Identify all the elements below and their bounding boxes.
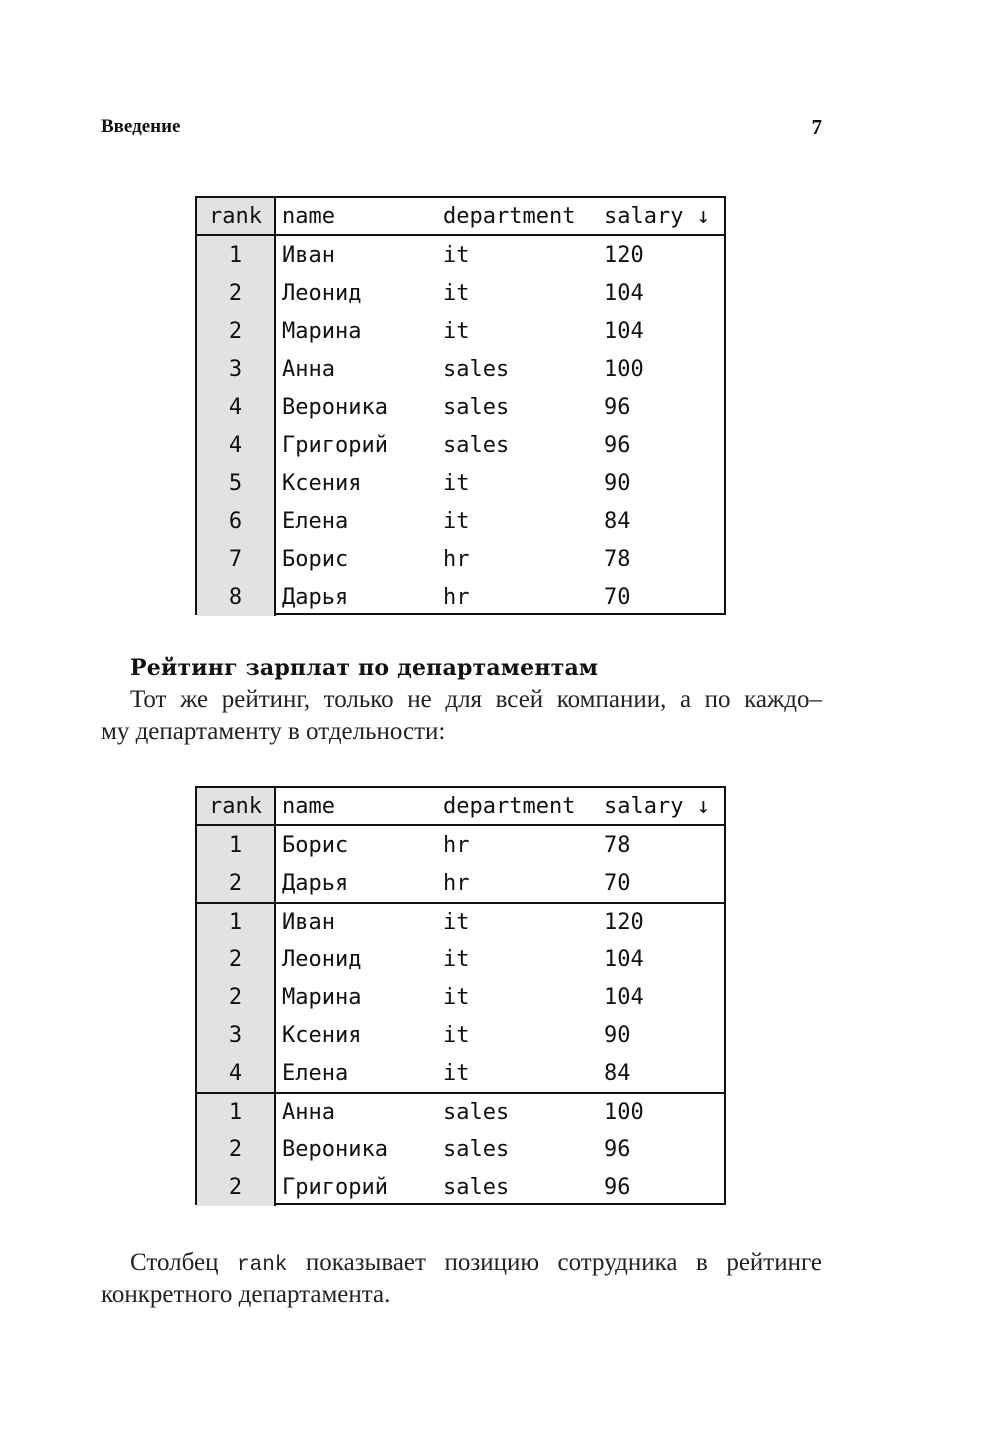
- cell-department: sales: [443, 1136, 510, 1162]
- cell-name: Леонид: [282, 946, 362, 972]
- table-header-row: [197, 198, 724, 236]
- cell-department: it: [443, 508, 470, 534]
- cell-rank: 2: [197, 978, 276, 1016]
- cell-department: hr: [443, 870, 470, 896]
- cell-rank: 4: [197, 1054, 276, 1092]
- cell-name: Борис: [282, 546, 349, 572]
- outro-line: [101, 1247, 822, 1279]
- cell-rank: 1: [197, 236, 276, 274]
- running-header: [101, 112, 822, 142]
- cell-name: Леонид: [282, 280, 362, 306]
- cell-salary: 104: [604, 280, 644, 306]
- cell-department: it: [443, 1060, 470, 1086]
- cell-department: it: [443, 318, 470, 344]
- cell-rank: 2: [197, 1130, 276, 1168]
- cell-rank: 3: [197, 350, 276, 388]
- cell-name: Вероника: [282, 1136, 388, 1162]
- table-row: [197, 940, 724, 978]
- column-header-rank: rank: [197, 198, 276, 234]
- cell-rank: 1: [197, 826, 276, 864]
- cell-name: Ксения: [282, 1022, 362, 1048]
- table-row: [197, 578, 724, 616]
- column-header-salary: salary ↓: [604, 203, 710, 229]
- inline-code-rank: rank: [236, 1254, 288, 1277]
- table-row: [197, 502, 724, 540]
- outro-line: конкретного департамента.: [101, 1281, 391, 1308]
- cell-name: Ксения: [282, 470, 362, 496]
- cell-name: Дарья: [282, 584, 349, 610]
- department-ranking-table: [195, 786, 726, 1205]
- column-header-name: name: [282, 203, 335, 229]
- chapter-title: Введение: [101, 116, 181, 137]
- cell-name: Вероника: [282, 394, 388, 420]
- table-row: [197, 1092, 724, 1130]
- cell-name: Анна: [282, 356, 335, 382]
- cell-name: Григорий: [282, 432, 388, 458]
- cell-salary: 100: [604, 356, 644, 382]
- cell-rank: 6: [197, 502, 276, 540]
- cell-name: Григорий: [282, 1174, 388, 1200]
- cell-salary: 104: [604, 984, 644, 1010]
- table-body: [197, 826, 724, 1206]
- cell-department: sales: [443, 432, 510, 458]
- cell-salary: 90: [604, 1022, 631, 1048]
- table-row: [197, 826, 724, 864]
- cell-salary: 96: [604, 432, 631, 458]
- cell-department: it: [443, 946, 470, 972]
- cell-name: Елена: [282, 1060, 349, 1086]
- outro-paragraph: [101, 1247, 822, 1311]
- table-row: [197, 350, 724, 388]
- cell-department: sales: [443, 394, 510, 420]
- table-row: [197, 464, 724, 502]
- table-row: [197, 540, 724, 578]
- column-header-name: name: [282, 793, 335, 819]
- cell-salary: 70: [604, 870, 631, 896]
- table-row: [197, 426, 724, 464]
- cell-department: hr: [443, 584, 470, 610]
- cell-rank: 2: [197, 312, 276, 350]
- cell-department: it: [443, 280, 470, 306]
- table-row: [197, 978, 724, 1016]
- cell-department: it: [443, 470, 470, 496]
- cell-name: Марина: [282, 984, 362, 1010]
- cell-salary: 78: [604, 546, 631, 572]
- cell-department: it: [443, 242, 470, 268]
- column-header-salary: salary ↓: [604, 793, 710, 819]
- table-row: [197, 1054, 724, 1092]
- cell-salary: 120: [604, 909, 644, 935]
- cell-department: sales: [443, 1099, 510, 1125]
- overall-ranking-table: [195, 196, 726, 615]
- page-number: 7: [811, 115, 822, 139]
- table-row: [197, 312, 724, 350]
- cell-name: Борис: [282, 832, 349, 858]
- cell-rank: 5: [197, 464, 276, 502]
- cell-name: Иван: [282, 909, 335, 935]
- cell-rank: 2: [197, 864, 276, 902]
- intro-paragraph: [101, 684, 822, 748]
- table-row: [197, 902, 724, 940]
- table-row: [197, 388, 724, 426]
- cell-rank: 3: [197, 1016, 276, 1054]
- cell-salary: 90: [604, 470, 631, 496]
- cell-name: Иван: [282, 242, 335, 268]
- table-row: [197, 1130, 724, 1168]
- cell-name: Дарья: [282, 870, 349, 896]
- cell-salary: 70: [604, 584, 631, 610]
- cell-rank: 2: [197, 1168, 276, 1206]
- cell-salary: 84: [604, 508, 631, 534]
- table-row: [197, 236, 724, 274]
- intro-line: му департаменту в отдельности:: [101, 718, 446, 745]
- section-heading: Рейтинг зарплат по департаментам: [130, 655, 599, 681]
- cell-department: it: [443, 984, 470, 1010]
- cell-rank: 4: [197, 388, 276, 426]
- intro-line: Тот же рейтинг, только не для всей компании, а по каждо–: [130, 686, 822, 713]
- table-body: [197, 236, 724, 616]
- cell-rank: 2: [197, 274, 276, 312]
- outro-text: показывает позицию сотрудника в рейтинге: [287, 1249, 823, 1276]
- cell-rank: 1: [197, 904, 276, 940]
- cell-salary: 78: [604, 832, 631, 858]
- table-row: [197, 274, 724, 312]
- cell-salary: 96: [604, 394, 631, 420]
- cell-department: sales: [443, 356, 510, 382]
- cell-rank: 2: [197, 940, 276, 978]
- cell-rank: 4: [197, 426, 276, 464]
- cell-salary: 100: [604, 1099, 644, 1125]
- cell-name: Елена: [282, 508, 349, 534]
- table-header-row: [197, 788, 724, 826]
- cell-department: it: [443, 1022, 470, 1048]
- cell-salary: 96: [604, 1174, 631, 1200]
- cell-salary: 104: [604, 946, 644, 972]
- cell-department: it: [443, 909, 470, 935]
- column-header-department: department: [443, 793, 576, 819]
- table-row: [197, 1168, 724, 1206]
- cell-salary: 104: [604, 318, 644, 344]
- column-header-department: department: [443, 203, 576, 229]
- table-row: [197, 864, 724, 902]
- cell-name: Марина: [282, 318, 362, 344]
- cell-department: hr: [443, 832, 470, 858]
- column-header-rank: rank: [197, 788, 276, 824]
- outro-text: Столбец: [130, 1249, 237, 1276]
- cell-department: sales: [443, 1174, 510, 1200]
- cell-department: hr: [443, 546, 470, 572]
- cell-rank: 8: [197, 578, 276, 616]
- cell-salary: 84: [604, 1060, 631, 1086]
- cell-rank: 1: [197, 1094, 276, 1130]
- cell-rank: 7: [197, 540, 276, 578]
- cell-name: Анна: [282, 1099, 335, 1125]
- cell-salary: 96: [604, 1136, 631, 1162]
- cell-salary: 120: [604, 242, 644, 268]
- table-row: [197, 1016, 724, 1054]
